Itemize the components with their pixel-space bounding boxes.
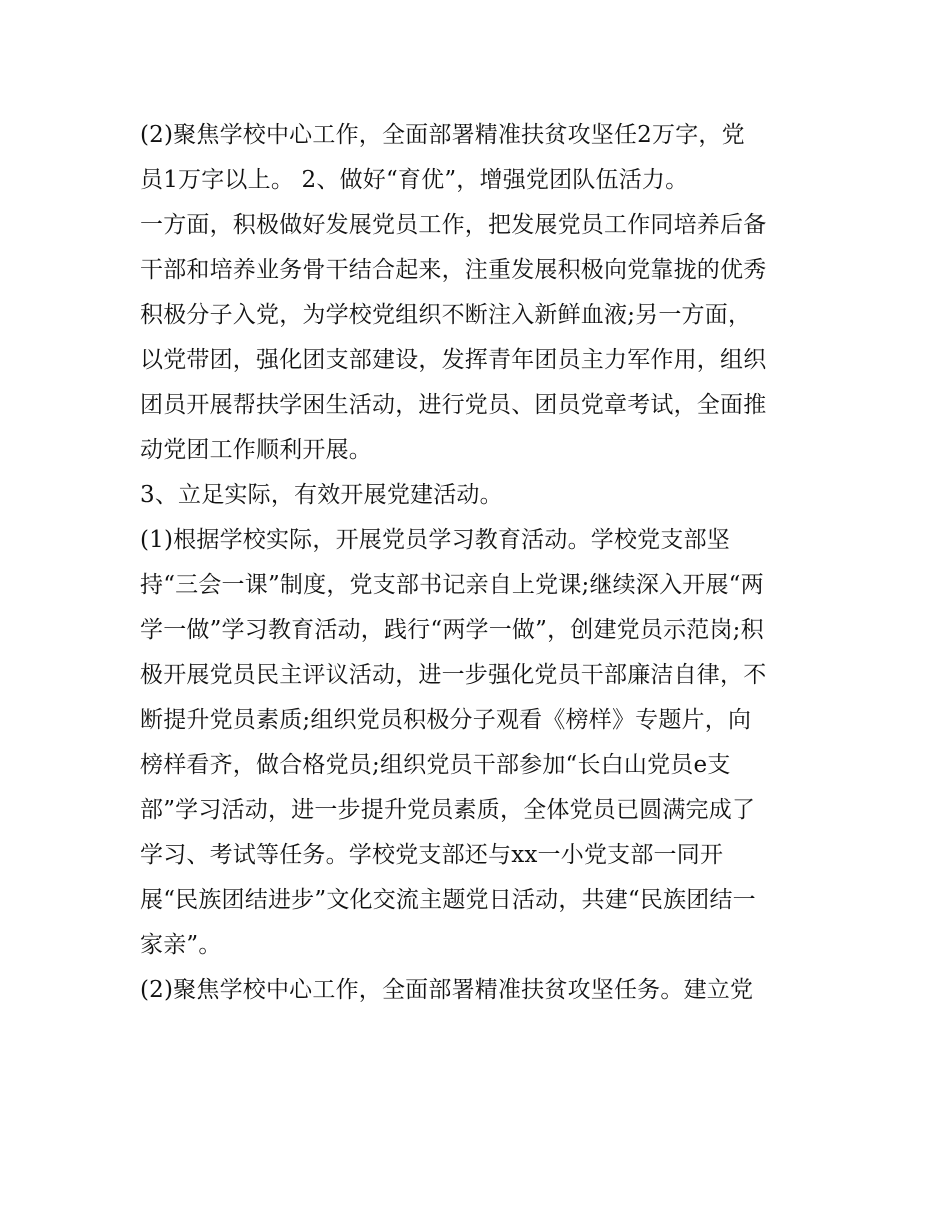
text-line: (1)根据学校实际，开展党员学习教育活动。学校党支部坚 <box>140 527 730 553</box>
text-line: 团员开展帮扶学困生活动，进行党员、团员党章考试，全面推 <box>140 392 767 418</box>
text-line: (2)聚焦学校中心工作，全面部署精准扶贫攻坚任2万字，党 <box>140 122 745 148</box>
text-line: 3、立足实际，有效开展党建活动。 <box>140 482 503 508</box>
text-line: 家亲”。 <box>140 932 222 958</box>
text-line: 干部和培养业务骨干结合起来，注重发展积极向党靠拢的优秀 <box>140 257 767 283</box>
document-body <box>140 113 820 1013</box>
text-line: 榜样看齐，做合格党员;组织党员干部参加“长白山党员e支 <box>140 752 731 778</box>
text-line: (2)聚焦学校中心工作，全面部署精准扶贫攻坚任务。建立党 <box>140 977 754 1003</box>
text-line: 极开展党员民主评议活动，进一步强化党员干部廉洁自律，不 <box>140 662 767 688</box>
text-line: 学一做”学习教育活动，践行“两学一做”，创建党员示范岗;积 <box>140 617 764 643</box>
text-line: 员1万字以上。 2、做好“育优”，增强党团队伍活力。 <box>140 167 689 193</box>
text-line: 积极分子入党，为学校党组织不断注入新鲜血液;另一方面， <box>140 302 752 328</box>
text-line: 一方面，积极做好发展党员工作，把发展党员工作同培养后备 <box>140 212 767 238</box>
text-line: 部”学习活动，进一步提升党员素质，全体党员已圆满完成了 <box>140 797 756 823</box>
text-line: 断提升党员素质;组织党员积极分子观看《榜样》专题片，向 <box>140 707 752 733</box>
text-line: 动党团工作顺利开展。 <box>140 437 372 463</box>
text-line: 持“三会一课”制度，党支部书记亲自上党课;继续深入开展“两 <box>140 572 764 598</box>
text-line: 以党带团，强化团支部建设，发挥青年团员主力军作用，组织 <box>140 347 767 373</box>
text-line: 展“民族团结进步”文化交流主题党日活动，共建“民族团结一 <box>140 887 756 913</box>
text-line: 学习、考试等任务。学校党支部还与xx一小党支部一同开 <box>140 842 724 868</box>
